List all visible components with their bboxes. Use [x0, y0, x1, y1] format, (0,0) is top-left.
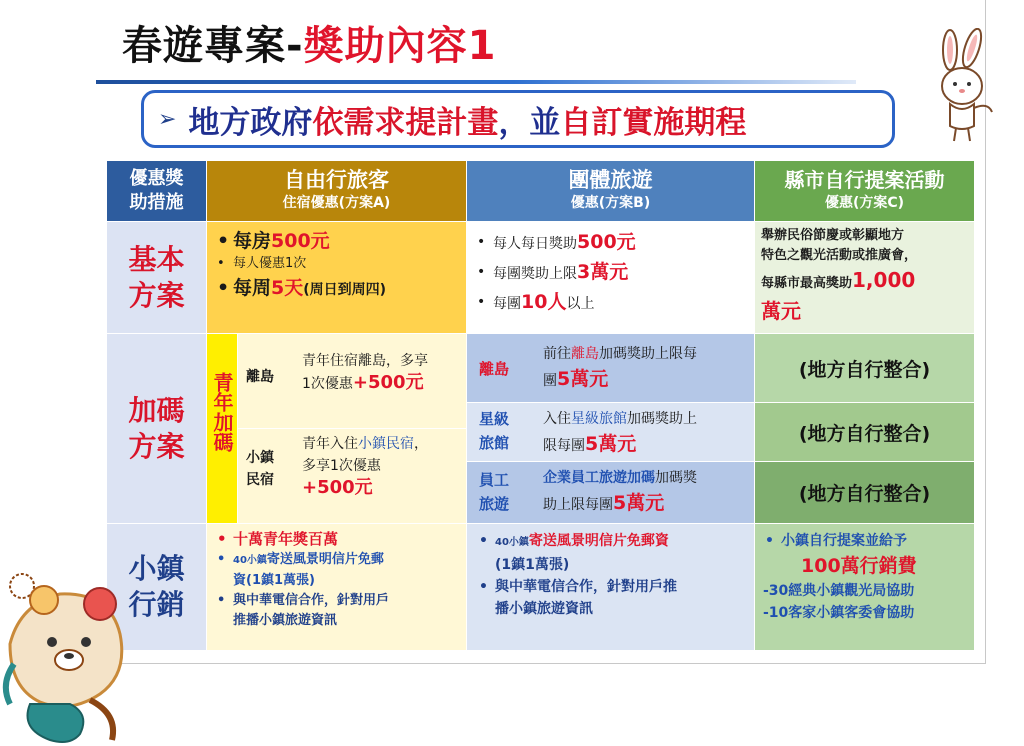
basic-plan-c: [755, 222, 974, 333]
page-title: [122, 14, 496, 71]
basic-a-item-2: • 每人優惠1次: [215, 254, 458, 274]
bonus-b-island-text: 前往離島加碼獎助上限每 團5萬元: [543, 346, 697, 390]
bonus-b-hotel: [467, 403, 754, 461]
youth-bonus-label: 青年加碼: [210, 372, 234, 452]
row-head-basic-line1: 基本: [128, 242, 185, 276]
marketing-c-item-1: • 小鎮自行提案並給予: [763, 530, 966, 552]
bonus-b-staff-text: 企業員工旅遊加碼加碼獎 助上限每團5萬元: [543, 470, 697, 514]
title-underline: [96, 80, 856, 84]
marketing-plan-a: [207, 524, 466, 650]
row-head-basic-line2: 方案: [128, 278, 185, 312]
bonus-b-staff: [467, 462, 754, 523]
basic-b-item-2: • 每團獎助上限3萬元: [475, 258, 746, 288]
row-head-basic: [107, 222, 206, 333]
header-measures-line2: 助措施: [129, 192, 184, 213]
basic-a-item-1: • 每房500元: [215, 228, 458, 254]
header-measures: [107, 161, 206, 221]
banner-text-1: 地方政府: [188, 104, 313, 141]
basic-b-item-3: • 每團10人以上: [475, 288, 746, 318]
row-head-bonus: [107, 334, 206, 523]
marketing-a-item-1: • 十萬青年獎百萬: [215, 528, 458, 550]
row-head-bonus-line2: 方案: [128, 429, 185, 463]
header-plan-a-sub: 住宿優惠(方案A): [282, 195, 391, 211]
basic-c-line-2: 特色之觀光活動或推廣會，: [761, 248, 918, 263]
header-measures-line1: 優惠獎: [129, 168, 184, 189]
bear-mascot-icon: [0, 564, 140, 746]
row-head-marketing-line1: 小鎮: [128, 552, 185, 585]
bonus-c-2: (地方自行整合): [755, 403, 974, 461]
marketing-a-item-2: • 40小鎮寄送風景明信片免郵 資(1鎮1萬張): [215, 550, 458, 591]
bonus-c-1: (地方自行整合): [755, 334, 974, 402]
marketing-c-line-3: -30經典小鎮觀光局協助: [763, 583, 915, 599]
marketing-a-item-3: • 與中華電信合作，針對用戶 推播小鎮旅遊資訊: [215, 591, 458, 631]
banner-text-3: ，並: [498, 104, 561, 141]
marketing-plan-c: [755, 524, 974, 650]
marketing-plan-b: [467, 524, 754, 650]
title-part-1: 春遊專案-: [122, 23, 304, 69]
arrow-bullet-icon: ➢: [158, 106, 177, 132]
bonus-b-hotel-text: 入住星級旅館加碼獎助上 限每團5萬元: [543, 411, 697, 455]
marketing-b-item-2: • 與中華電信合作，針對用戶推 播小鎮旅遊資訊: [477, 576, 744, 620]
bunny-mascot-icon: [924, 28, 1004, 143]
header-plan-b: [467, 161, 754, 221]
bonus-a-island: [238, 334, 466, 428]
header-plan-b-sub: 優惠(方案B): [570, 195, 651, 211]
basic-c-line-4: 萬元: [761, 299, 801, 323]
bonus-b-island: [467, 334, 754, 402]
basic-plan-a: [207, 222, 466, 333]
row-head-marketing-line2: 行銷: [128, 588, 185, 621]
basic-plan-b: [467, 222, 754, 333]
basic-c-line-1: 舉辦民俗節慶或彰顯地方: [761, 228, 905, 243]
bonus-a-town-text: 青年入住小鎮民宿， 多享1次優惠 +500元: [302, 436, 428, 498]
bonus-b-hotel-label: 星級 旅館: [479, 410, 510, 452]
header-plan-a: [207, 161, 466, 221]
marketing-b-item-1: • 40小鎮寄送風景明信片免郵資 (1鎮1萬張): [477, 530, 744, 576]
basic-b-item-1: • 每人每日獎助500元: [475, 228, 746, 258]
header-plan-b-title: 團體旅遊: [568, 168, 653, 192]
header-plan-a-title: 自由行旅客: [284, 168, 389, 192]
header-plan-c: [755, 161, 974, 221]
bonus-b-staff-label: 員工 旅遊: [479, 471, 510, 513]
title-part-2: 獎助內容1: [303, 23, 497, 69]
marketing-c-budget: 100萬行銷費: [801, 555, 917, 577]
header-plan-c-sub: 優惠(方案C): [824, 195, 905, 211]
banner-text-2: 依需求提計畫: [312, 104, 499, 141]
youth-bonus-tag: [207, 334, 237, 523]
bonus-a-town-label: 小鎮 民宿: [246, 450, 274, 488]
bonus-b-island-label: 離島: [479, 360, 510, 378]
basic-a-item-3: • 每周5天(周日到周四): [215, 274, 458, 304]
bonus-a-town: [238, 429, 466, 523]
bonus-a-island-label: 離島: [246, 369, 274, 385]
bonus-a-island-text: 青年住宿離島，多享 1次優惠+500元: [302, 353, 428, 393]
header-plan-c-title: 縣市自行提案活動: [784, 168, 945, 192]
basic-c-line-3: 每縣市最高獎助1,000: [761, 268, 916, 292]
banner-text-4: 自訂實施期程: [560, 104, 747, 141]
banner: [141, 90, 895, 148]
marketing-c-line-4: -10客家小鎮客委會協助: [763, 605, 915, 621]
row-head-bonus-line1: 加碼: [128, 393, 185, 427]
bonus-c-3: (地方自行整合): [755, 462, 974, 523]
